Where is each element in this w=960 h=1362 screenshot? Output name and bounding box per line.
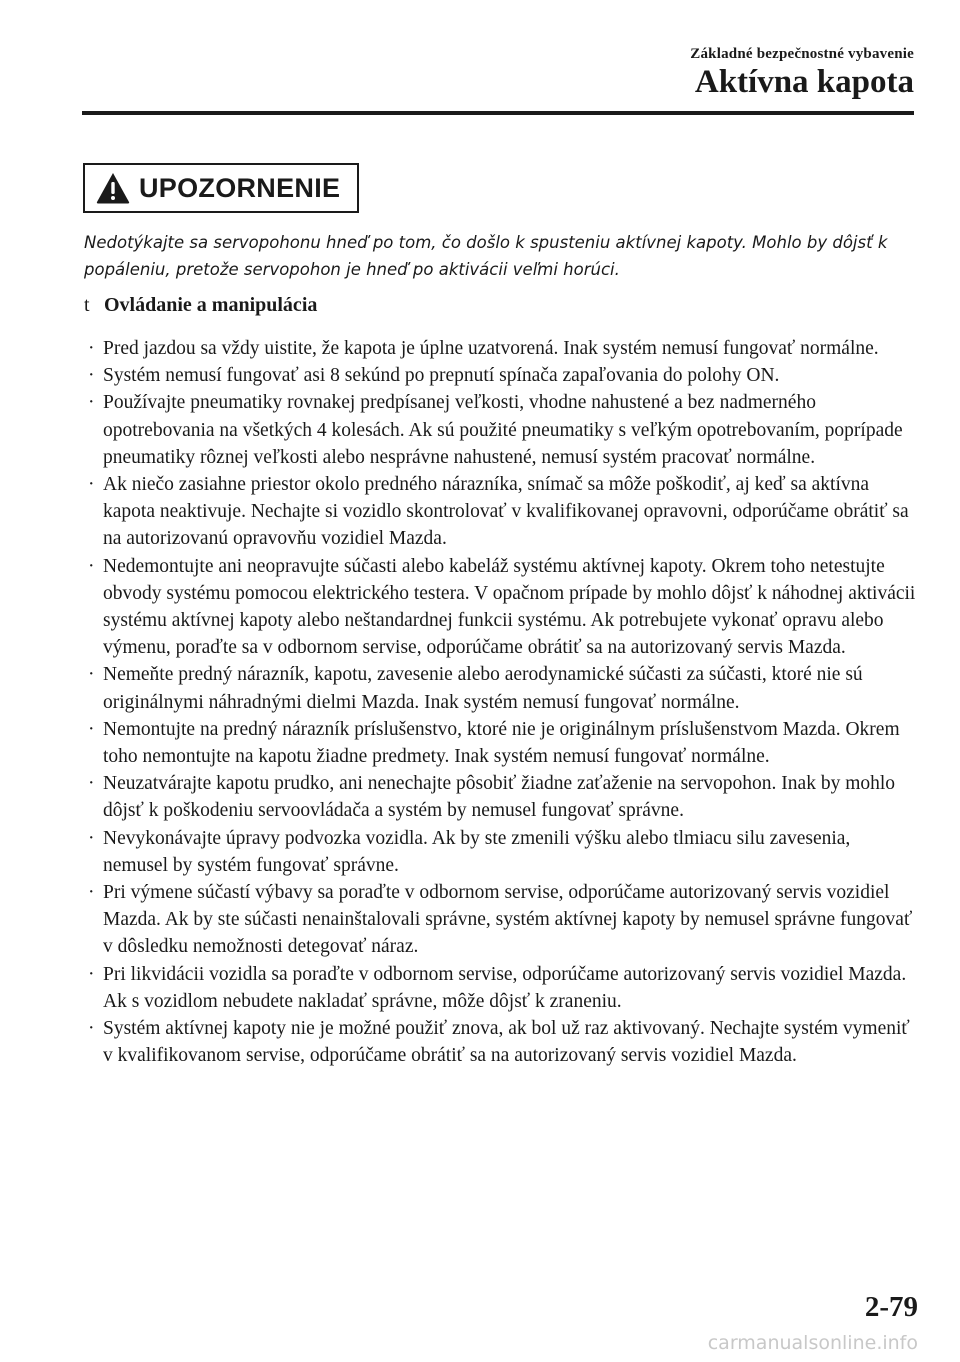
list-item (88, 389, 918, 471)
bullet-dot-icon: · (88, 718, 95, 740)
warning-box (83, 163, 359, 213)
list-item-text: Neuzatvárajte kapotu prudko, ani nenechajte pôsobiť žiadne zaťaženie na servopohon. Inak by mohlo dôjsť k poškodeniu servoovládača a systém by nemusel fungovať správne. (103, 773, 896, 822)
bullet-dot-icon: · (88, 882, 95, 904)
bullet-dot-icon: · (88, 338, 95, 359)
list-item (88, 335, 918, 362)
watermark: carmanualsonline.info (707, 1332, 918, 1354)
list-item (88, 1015, 918, 1069)
subsection-marker-icon: t (84, 294, 90, 316)
list-item-text: Pred jazdou sa vždy uistite, že kapota je úplne uzatvorená. Inak systém nemusí fungovať normálne. (103, 338, 879, 359)
list-item-text: Nedemontujte ani neopravujte súčasti alebo kabeláž systému aktívnej kapoty. Okrem toho netestujte obvody systému pomocou elektrického testera. V opačnom prípade by mohlo dôjsť k náhodnej aktivácii systému aktívnej kapoty alebo neštandardnej funkcii systému. Ak potrebujete vykonať opravu alebo výmenu, poraďte sa v odbornom servise, odporúčame obrátiť sa na autorizovaný servis Mazda. (103, 555, 916, 659)
header-divider (82, 111, 914, 115)
bullet-dot-icon: · (88, 827, 95, 849)
header-section-title: Základné bezpečnostné vybavenie (690, 46, 914, 62)
list-item (88, 961, 918, 1015)
bullet-dot-icon: · (88, 664, 95, 686)
bullet-dot-icon: · (88, 1018, 95, 1040)
warning-triangle-icon (95, 171, 131, 205)
list-item-text: Používajte pneumatiky rovnakej predpísanej veľkosti, vhodne nahustené a bez nadmerného opotrebovania na všetkých 4 kolesách. Ak sú použité pneumatiky s veľkým opotrebovaním, poprípade pneumatiky rôznej veľkosti alebo nesprávne nahustené, nemusí systém pracovať normálne. (103, 392, 903, 468)
list-item-text: Ak niečo zasiahne priestor okolo predného nárazníka, snímač sa môže poškodiť, aj keď sa aktívna kapota neaktivuje. Nechajte si vozidlo skontrolovať v kvalifikovanej opravovni, odporúčame obrátiť sa na autorizovanú opravovňu vozidiel Mazda. (103, 474, 909, 550)
list-item (88, 879, 918, 961)
warning-label: UPOZORNENIE (139, 172, 341, 203)
subsection-heading (84, 294, 317, 317)
list-item-text: Nemontujte na predný nárazník príslušenstvo, ktoré nie je originálnym príslušenstvom Mazda. Okrem toho nemontujte na kapotu žiadne predmety. Inak systém nemusí fungovať normálne. (103, 718, 900, 768)
bullet-dot-icon: · (88, 773, 95, 795)
bullet-dot-icon: · (88, 365, 95, 387)
list-item (88, 825, 918, 879)
bullet-dot-icon: · (88, 963, 95, 985)
list-item (88, 661, 918, 715)
list-item-text: Nemeňte predný nárazník, kapotu, zavesenie alebo aerodynamické súčasti za súčasti, ktoré nie sú originálnymi náhradnými dielmi Mazda. Inak systém nemusí fungovať normálne. (103, 664, 863, 713)
list-item-text: Nevykonávajte úpravy podvozka vozidla. Ak by ste zmenili výšku alebo tlmiacu silu zavesenia, nemusel by systém fungovať správne. (103, 827, 851, 876)
list-item (88, 770, 918, 824)
list-item (88, 553, 918, 662)
page-title: Aktívna kapota (694, 64, 914, 100)
list-item (88, 716, 918, 770)
bullet-dot-icon: · (88, 474, 95, 496)
bullet-dot-icon: · (88, 392, 95, 414)
list-item-text: Pri likvidácii vozidla sa poraďte v odbornom servise, odporúčame autorizovaný servis vozidiel Mazda. Ak s vozidlom nebudete nakladať správne, môže dôjsť k zraneniu. (103, 963, 907, 1012)
warning-text: Nedotýkajte sa servopohonu hneď po tom, čo došlo k spusteniu aktívnej kapoty. Mohlo by dôjsť k popáleniu, pretože servopohon je hneď po aktivácii veľmi horúci. (84, 233, 888, 279)
list-item (88, 362, 918, 389)
list-item (88, 471, 918, 553)
list-item-text: Pri výmene súčastí výbavy sa poraďte v odbornom servise, odporúčame autorizovaný servis vozidiel Mazda. Ak by ste súčasti nenainštalovali správne, systém aktívnej kapoty by nemusel správne fungovať v dôsledku nemožnosti detegovať náraz. (103, 882, 913, 958)
list-item-text: Systém aktívnej kapoty nie je možné použiť znova, ak bol už raz aktivovaný. Nechajte systém vymeniť v kvalifikovanom servise, odporúčame obrátiť sa na autorizovaný servis vozidiel Mazda. (103, 1018, 910, 1067)
bullet-dot-icon: · (88, 555, 95, 577)
list-item-text: Systém nemusí fungovať asi 8 sekúnd po prepnutí spínača zapaľovania do polohy ON. (103, 365, 780, 387)
subsection-title: Ovládanie a manipulácia (104, 294, 318, 316)
page-number: 2-79 (864, 1291, 918, 1323)
bullet-list (88, 335, 918, 1069)
